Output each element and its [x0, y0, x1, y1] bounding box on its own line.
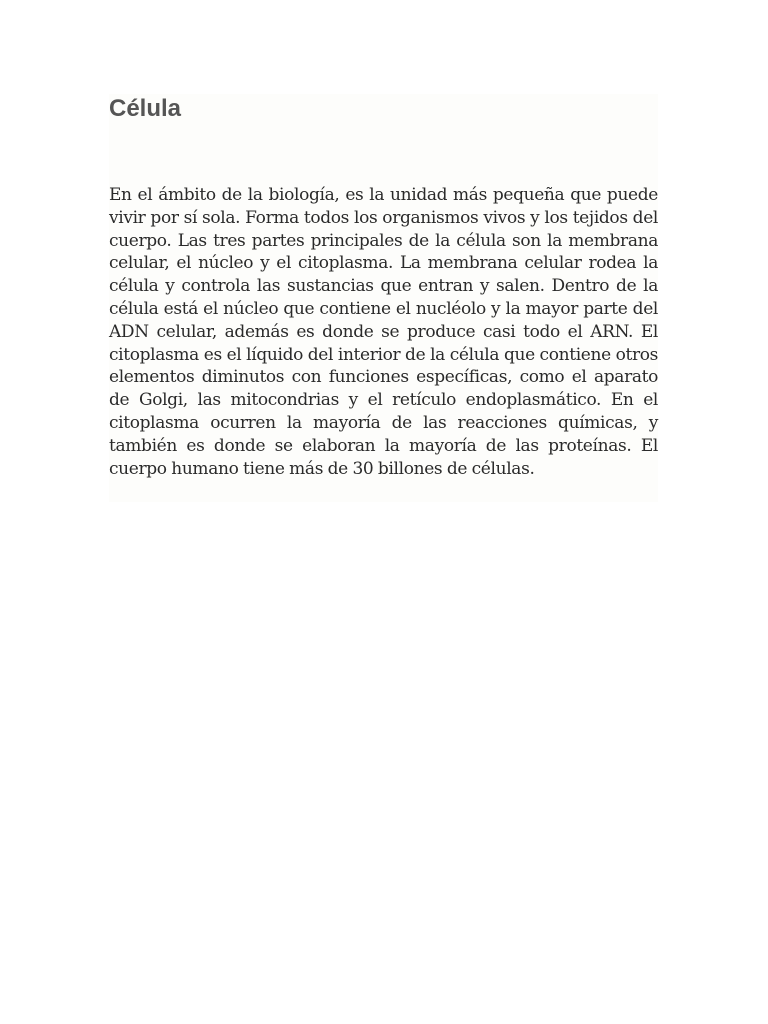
- document-paragraph: En el ámbito de la biología, es la unidad más pequeña que puede vivir por sí sola. Forma todos los organismos vivos y los tejidos del cuerpo. Las tres partes principales de la célula son la membrana celular, el núcleo y el citoplasma. La membrana celular rodea la célula y controla las sustancias que entran y salen. Dentro de la célula está el núcleo que contiene el nucléolo y la mayor parte del ADN celular, además es donde se produce casi todo el ARN. El citoplasma es el líquido del interior de la célula que contiene otros elementos diminutos con funciones específicas, como el aparato de Golgi, las mitocondrias y el retículo endoplasmático. En el citoplasma ocurren la mayoría de las reacciones químicas, y también es donde se elaboran la mayoría de las proteínas. El cuerpo humano tiene más de 30 billones de células.: [109, 185, 658, 479]
- document-title: Célula: [109, 95, 182, 122]
